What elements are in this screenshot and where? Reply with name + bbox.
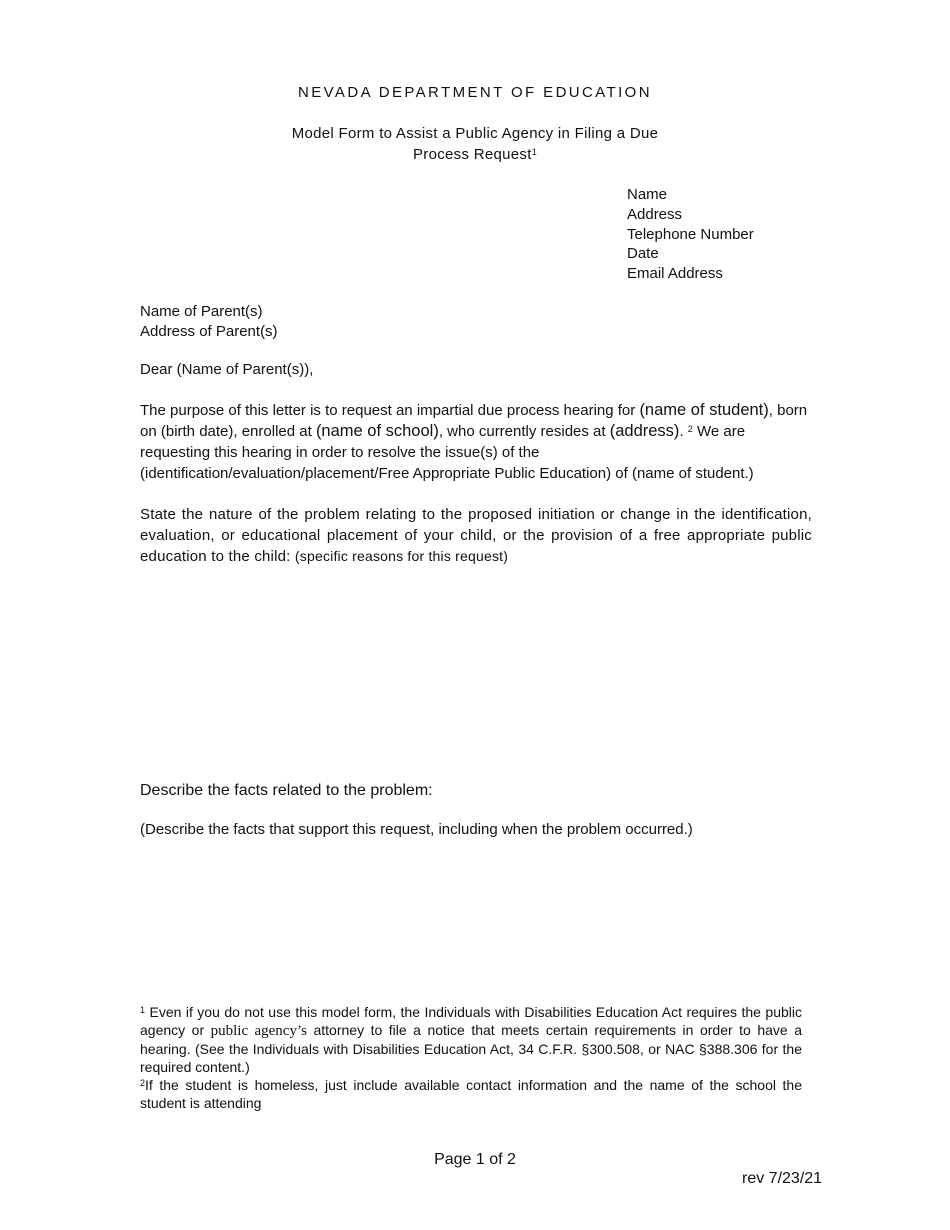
sender-name: Name bbox=[627, 186, 668, 203]
page-number: Page 1 of 2 bbox=[434, 1151, 516, 1168]
sender-block bbox=[627, 185, 754, 284]
footnote-1-text-a: Even if you do not use this model form, the Individuals with Disabilities Education Act requires the public agency or bbox=[140, 1004, 802, 1038]
problem-text: State the nature of the problem relating to the proposed initiation or change in the identification, evaluation, or educational placement of your child, or the provision of a free appropriate public education to the child: bbox=[140, 506, 812, 565]
form-title-text: Process Request bbox=[412, 146, 532, 163]
footnote-2-number: 2 bbox=[140, 1078, 146, 1088]
recipient-name: Name of Parent(s) bbox=[140, 303, 263, 320]
revision-date: rev 7/23/21 bbox=[742, 1170, 823, 1187]
purpose-text-2: , born on (birth date), enrolled at bbox=[140, 402, 808, 440]
footnote-2-text: If the student is homeless, just include available contact information and the name of the school the student is attending bbox=[140, 1077, 802, 1111]
recipient-block bbox=[140, 302, 278, 341]
footnote-2 bbox=[140, 1076, 802, 1112]
purpose-text-3: , who currently resides at bbox=[438, 423, 610, 440]
problem-instruction: (specific reasons for this request) bbox=[294, 548, 509, 564]
address-placeholder: (address) bbox=[609, 422, 680, 440]
facts-heading: Describe the facts related to the problem: bbox=[140, 782, 433, 799]
recipient-address: Address of Parent(s) bbox=[140, 322, 278, 340]
sender-date: Date bbox=[627, 245, 659, 263]
problem-paragraph bbox=[140, 504, 812, 567]
form-title-line-2 bbox=[0, 144, 950, 165]
footnote-1 bbox=[140, 1003, 802, 1076]
footnotes bbox=[140, 1003, 802, 1112]
form-title bbox=[0, 123, 950, 165]
footnote-1-serif-text: public agency’s bbox=[210, 1023, 307, 1039]
footnote-1-number: 1 bbox=[140, 1005, 146, 1015]
purpose-text-5: We are requesting this hearing in order to resolve the issue(s) of the (identification/evaluation/placement/Free Appropriate Public Education) of (name of student.) bbox=[140, 423, 754, 482]
sender-address: Address bbox=[627, 205, 683, 223]
agency-title: NEVADA DEPARTMENT OF EDUCATION bbox=[298, 84, 652, 101]
salutation: Dear (Name of Parent(s)), bbox=[140, 361, 314, 378]
sender-email: Email Address bbox=[627, 265, 723, 283]
purpose-text-4: . bbox=[679, 423, 688, 440]
footnote-1-text-b: attorney to file a notice that meets certain requirements in order to have a hearing. (See the Individuals with Disabilities Education Act, 34 C.F.R. §300.508, or NAC §388.306 for the required content.) bbox=[140, 1022, 802, 1075]
footnote-ref-2: 2 bbox=[687, 424, 693, 434]
sender-telephone: Telephone Number bbox=[627, 225, 754, 243]
purpose-text-1: The purpose of this letter is to request an impartial due process hearing for bbox=[140, 402, 640, 419]
facts-instruction: (Describe the facts that support this request, including when the problem occurred.) bbox=[140, 821, 693, 838]
student-name-placeholder: (name of student) bbox=[639, 401, 769, 419]
purpose-paragraph bbox=[140, 400, 812, 484]
footnote-ref-1: 1 bbox=[531, 147, 538, 157]
school-name-placeholder: (name of school) bbox=[315, 422, 439, 440]
form-title-line-1: Model Form to Assist a Public Agency in Filing a Due bbox=[291, 125, 659, 142]
